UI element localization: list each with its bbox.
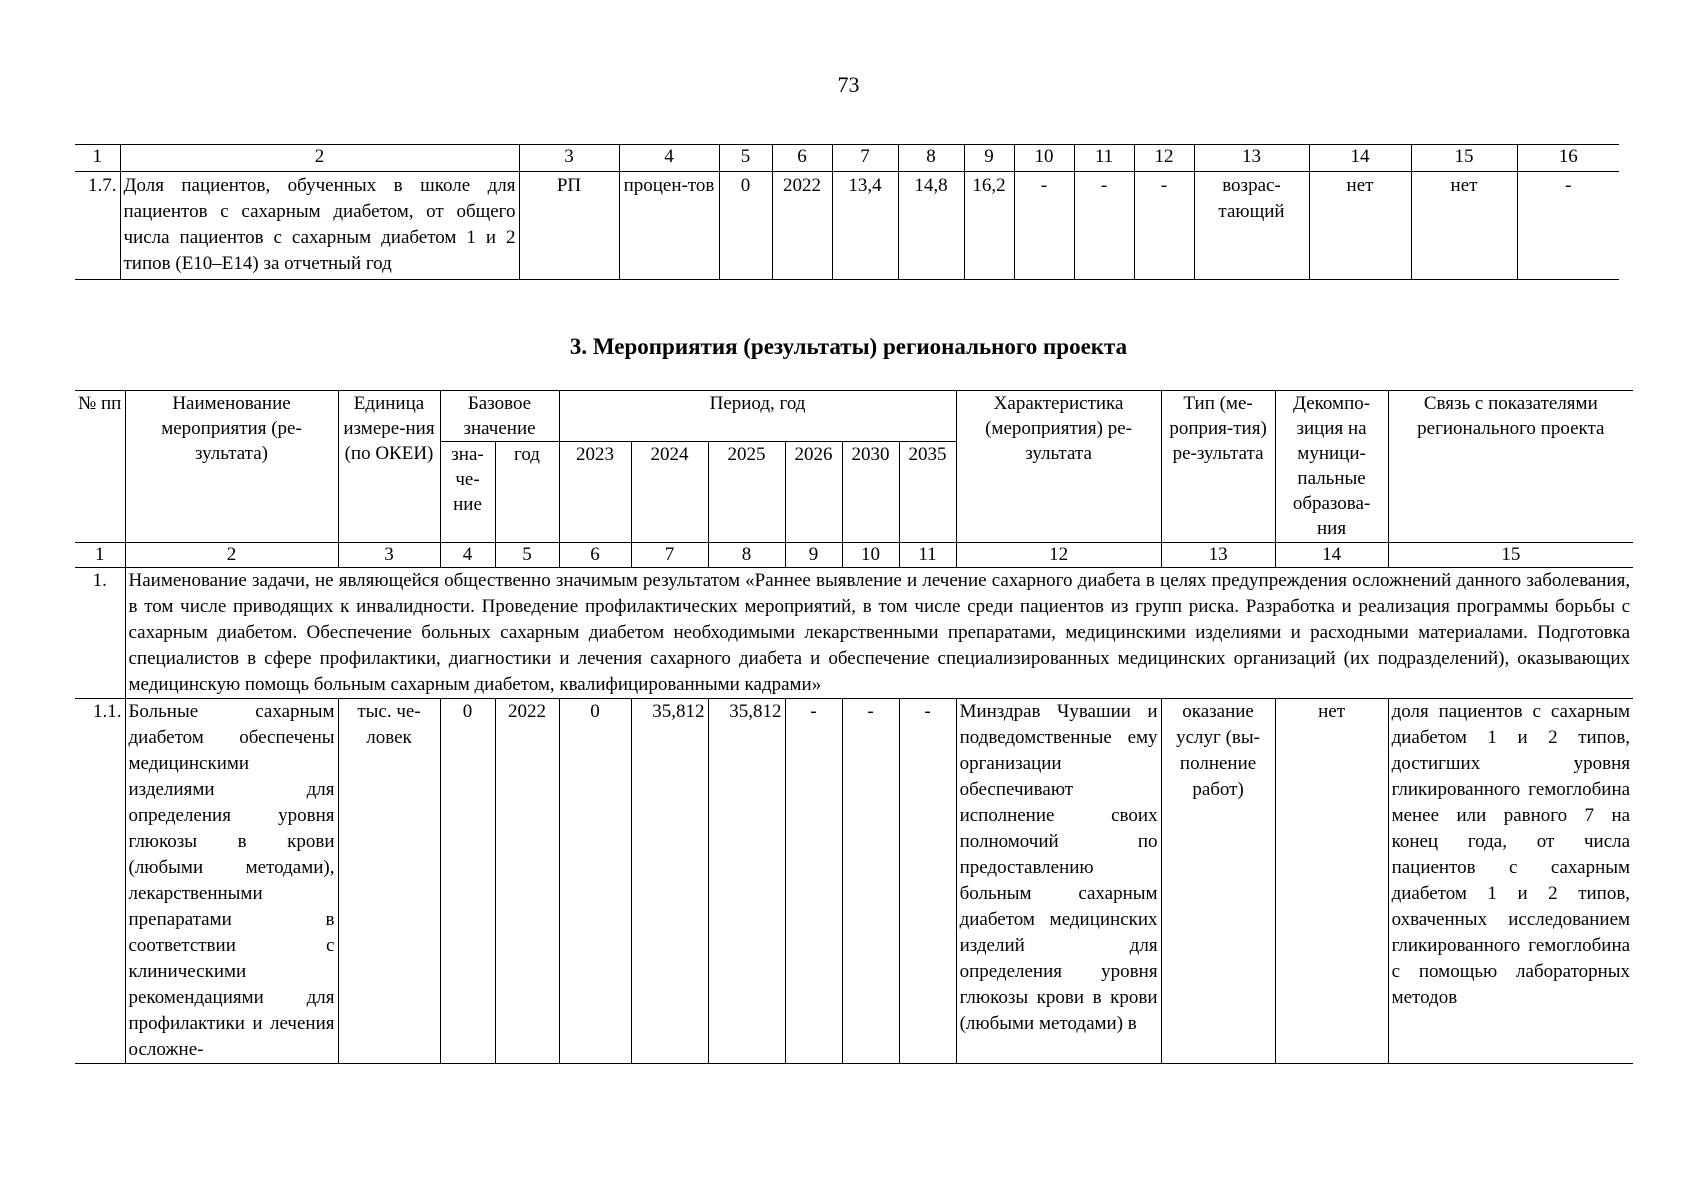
- header-year: 2026: [785, 442, 842, 543]
- events-table: [75, 390, 1633, 1064]
- value-2024: 35,812: [631, 699, 708, 1064]
- header-link: Связь с показателями регионального проекта: [1388, 391, 1633, 543]
- header-year: 2030: [842, 442, 899, 543]
- event-link: доля пациентов с сахарным диабетом 1 и 2 типов, достигших уровня гликированного гемоглобина менее или равного 7 на конец года, от числа пациентов с сахарным диабетом 1 и 2 типов, охваченных исследованием гликированного гемоглобина с помощью лабораторных методов: [1388, 699, 1633, 1064]
- base-year: 2022: [495, 699, 559, 1064]
- value-cell: 16,2: [964, 172, 1014, 280]
- col-num: 13: [1194, 145, 1309, 172]
- col-num: 11: [1074, 145, 1134, 172]
- indicators-table: [75, 144, 1619, 280]
- task-row: [75, 568, 1633, 699]
- col-num: 3: [338, 543, 440, 568]
- cell-15: нет: [1411, 172, 1517, 280]
- header-num: № пп: [75, 391, 125, 543]
- trend-cell: возрас-тающий: [1194, 172, 1309, 280]
- event-decomposition: нет: [1275, 699, 1388, 1064]
- event-name: Больные сахарным диабетом обеспечены медицинскими изделиями для определения уровня глюкозы в крови (любыми методами), лекарственными препаратами в соответствии с клиническими рекомендациями для профилактики и лечения осложне-: [125, 699, 338, 1064]
- column-numbers-row: [75, 145, 1619, 172]
- row-number: 1.7.: [75, 172, 120, 280]
- header-year: 2023: [559, 442, 631, 543]
- value-cell: 13,4: [832, 172, 898, 280]
- indicator-unit: процен-тов: [619, 172, 719, 280]
- value-2026: -: [785, 699, 842, 1064]
- base-year: 2022: [772, 172, 832, 280]
- col-num: 2: [125, 543, 338, 568]
- header-row: [75, 391, 1633, 442]
- col-num: 11: [899, 543, 956, 568]
- cell-16: -: [1517, 172, 1619, 280]
- col-num: 14: [1309, 145, 1411, 172]
- value-cell: -: [1074, 172, 1134, 280]
- value-cell: -: [1014, 172, 1074, 280]
- header-year: 2024: [631, 442, 708, 543]
- col-num: 15: [1388, 543, 1633, 568]
- task-number: 1.: [75, 568, 125, 699]
- base-value: 0: [440, 699, 495, 1064]
- section-title: 3. Мероприятия (результаты) регионального проекта: [569, 334, 1128, 359]
- col-num: 12: [956, 543, 1161, 568]
- col-num: 6: [559, 543, 631, 568]
- col-num: 1: [75, 543, 125, 568]
- col-num: 3: [519, 145, 619, 172]
- header-characteristic: Характеристика (мероприятия) ре-зультата: [956, 391, 1161, 543]
- col-num: 10: [842, 543, 899, 568]
- col-num: 8: [708, 543, 785, 568]
- header-base-value: зна-че-ние: [440, 442, 495, 543]
- col-num: 10: [1014, 145, 1074, 172]
- indicator-name: Доля пациентов, обученных в школе для пациентов с сахарным диабетом, от общего числа пациентов с сахарным диабетом 1 и 2 типов (Е10–Е14) за отчетный год: [120, 172, 519, 280]
- header-base-year: год: [495, 442, 559, 543]
- header-base: Базовое значение: [440, 391, 559, 442]
- value-2025: 35,812: [708, 699, 785, 1064]
- value-2030: -: [842, 699, 899, 1064]
- row-number: 1.1.: [75, 699, 125, 1064]
- col-num: 9: [785, 543, 842, 568]
- col-num: 8: [898, 145, 964, 172]
- table-row: [75, 172, 1619, 280]
- header-decomposition: Декомпо-зиция на муници-пальные образова-ния: [1275, 391, 1388, 543]
- value-2035: -: [899, 699, 956, 1064]
- col-num: 12: [1134, 145, 1194, 172]
- base-value: 0: [719, 172, 772, 280]
- header-name: Наименование мероприятия (ре-зультата): [125, 391, 338, 543]
- indicator-level: РП: [519, 172, 619, 280]
- header-year: 2035: [899, 442, 956, 543]
- col-num: 9: [964, 145, 1014, 172]
- col-num: 4: [440, 543, 495, 568]
- col-num: 1: [75, 145, 120, 172]
- header-unit: Единица измере-ния (по ОКЕИ): [338, 391, 440, 543]
- col-num: 13: [1161, 543, 1275, 568]
- col-num: 5: [495, 543, 559, 568]
- event-unit: тыс. че-ловек: [338, 699, 440, 1064]
- col-num: 7: [631, 543, 708, 568]
- event-characteristic: Минздрав Чувашии и подведомственные ему организации обеспечивают исполнение своих полномочий по предоставлению больным сахарным диабетом медицинских изделий для определения уровня глюкозы крови в крови (любыми методами) в: [956, 699, 1161, 1064]
- col-num: 14: [1275, 543, 1388, 568]
- value-2023: 0: [559, 699, 631, 1064]
- col-num: 2: [120, 145, 519, 172]
- header-year: 2025: [708, 442, 785, 543]
- col-num: 4: [619, 145, 719, 172]
- col-num: 5: [719, 145, 772, 172]
- col-num: 15: [1411, 145, 1517, 172]
- header-type: Тип (ме-роприя-тия) ре-зультата: [1161, 391, 1275, 543]
- page-number: 73: [837, 72, 860, 97]
- event-type: оказание услуг (вы-полнение работ): [1161, 699, 1275, 1064]
- value-cell: 14,8: [898, 172, 964, 280]
- col-num: 6: [772, 145, 832, 172]
- table-row: [75, 699, 1633, 1064]
- value-cell: -: [1134, 172, 1194, 280]
- column-numbers-row: [75, 543, 1633, 568]
- col-num: 16: [1517, 145, 1619, 172]
- header-period: Период, год: [559, 391, 956, 442]
- task-text: Наименование задачи, не являющейся общественно значимым результатом «Раннее выявление и лечение сахарного диабета в целях предупреждения осложнений данного заболевания, в том числе приводящих к инвалидности. Проведение профилактических мероприятий, в том числе среди пациентов из групп риска. Разработка и реализация программы борьбы с сахарным диабетом. Обеспечение больных сахарным диабетом необходимыми лекарственными препаратами, медицинскими изделиями и расходными материалами. Подготовка специалистов в сфере профилактики, диагностики и лечения сахарного диабета и обеспечение специализированных медицинских организаций (их подразделений), оказывающих медицинскую помощь больным сахарным диабетом, квалифицированными кадрами»: [125, 568, 1633, 699]
- col-num: 7: [832, 145, 898, 172]
- cell-14: нет: [1309, 172, 1411, 280]
